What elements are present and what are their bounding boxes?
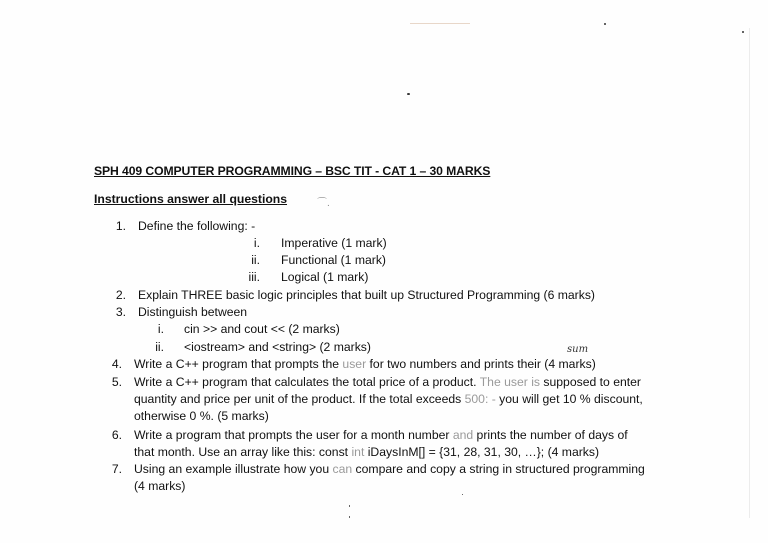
sub-numeral: ii. (251, 253, 260, 267)
sub-numeral: iii. (248, 270, 260, 284)
scan-speck (407, 93, 410, 95)
question-text-line: that month. Use an array like this: const int iDaysInM[] = {31, 28, 31, 30, …}; (4 marks) (134, 445, 600, 459)
sub-item-text: <iostream> and <string> (2 marks) (184, 340, 371, 354)
question-number: 2. (115, 288, 126, 302)
question-number: 5. (111, 375, 122, 389)
page-edge-shadow (749, 28, 750, 518)
sub-item-text: Logical (1 mark) (281, 270, 369, 284)
question-number: 6. (111, 428, 122, 442)
sub-item-text: cin >> and cout << (2 marks) (184, 322, 340, 336)
scan-speck (742, 31, 744, 33)
sub-numeral: i. (253, 236, 260, 250)
scan-speck (349, 516, 350, 518)
sub-item-text: Functional (1 mark) (281, 253, 386, 267)
scan-speck (604, 23, 606, 25)
handwritten-annotation: sum (567, 344, 589, 355)
question-text-line: otherwise 0 %. (5 marks) (134, 409, 269, 423)
question-text-line: Using an example illustrate how you can compare and copy a string in structured programming (134, 462, 645, 476)
scan-speck (349, 505, 350, 507)
question-text: Define the following: - (138, 219, 256, 233)
sub-numeral: i. (157, 322, 164, 336)
question-text-line: quantity and price per unit of the product. If the total exceeds 500: - you will get 10 % discount, (134, 392, 643, 406)
question-text-line: Write a program that prompts the user for a month number and prints the number of days of (134, 428, 628, 442)
question-number: 3. (115, 305, 126, 319)
question-text-line: (4 marks) (134, 479, 186, 493)
sub-numeral: ii. (155, 340, 164, 354)
question-text-line: Write a C++ program that calculates the total price of a product. The user is supposed to enter (134, 375, 641, 389)
instructions-heading: Instructions answer all questions (94, 192, 288, 206)
exam-title: SPH 409 COMPUTER PROGRAMMING – BSC TIT - CAT 1 – 30 MARKS (94, 164, 491, 178)
question-text: Explain THREE basic logic principles that built up Structured Programming (6 marks) (138, 288, 595, 302)
sub-item-text: Imperative (1 mark) (281, 236, 387, 250)
scan-speck (462, 494, 463, 495)
question-number: 1. (115, 219, 126, 233)
scan-artifact-line (410, 23, 470, 24)
pen-mark-icon: ⌒. (317, 198, 330, 209)
question-text-line: Write a C++ program that prompts the user for two numbers and prints their (4 marks) (134, 357, 596, 371)
question-number: 7. (111, 462, 122, 476)
question-text: Distinguish between (138, 305, 248, 319)
question-number: 4. (111, 357, 122, 371)
